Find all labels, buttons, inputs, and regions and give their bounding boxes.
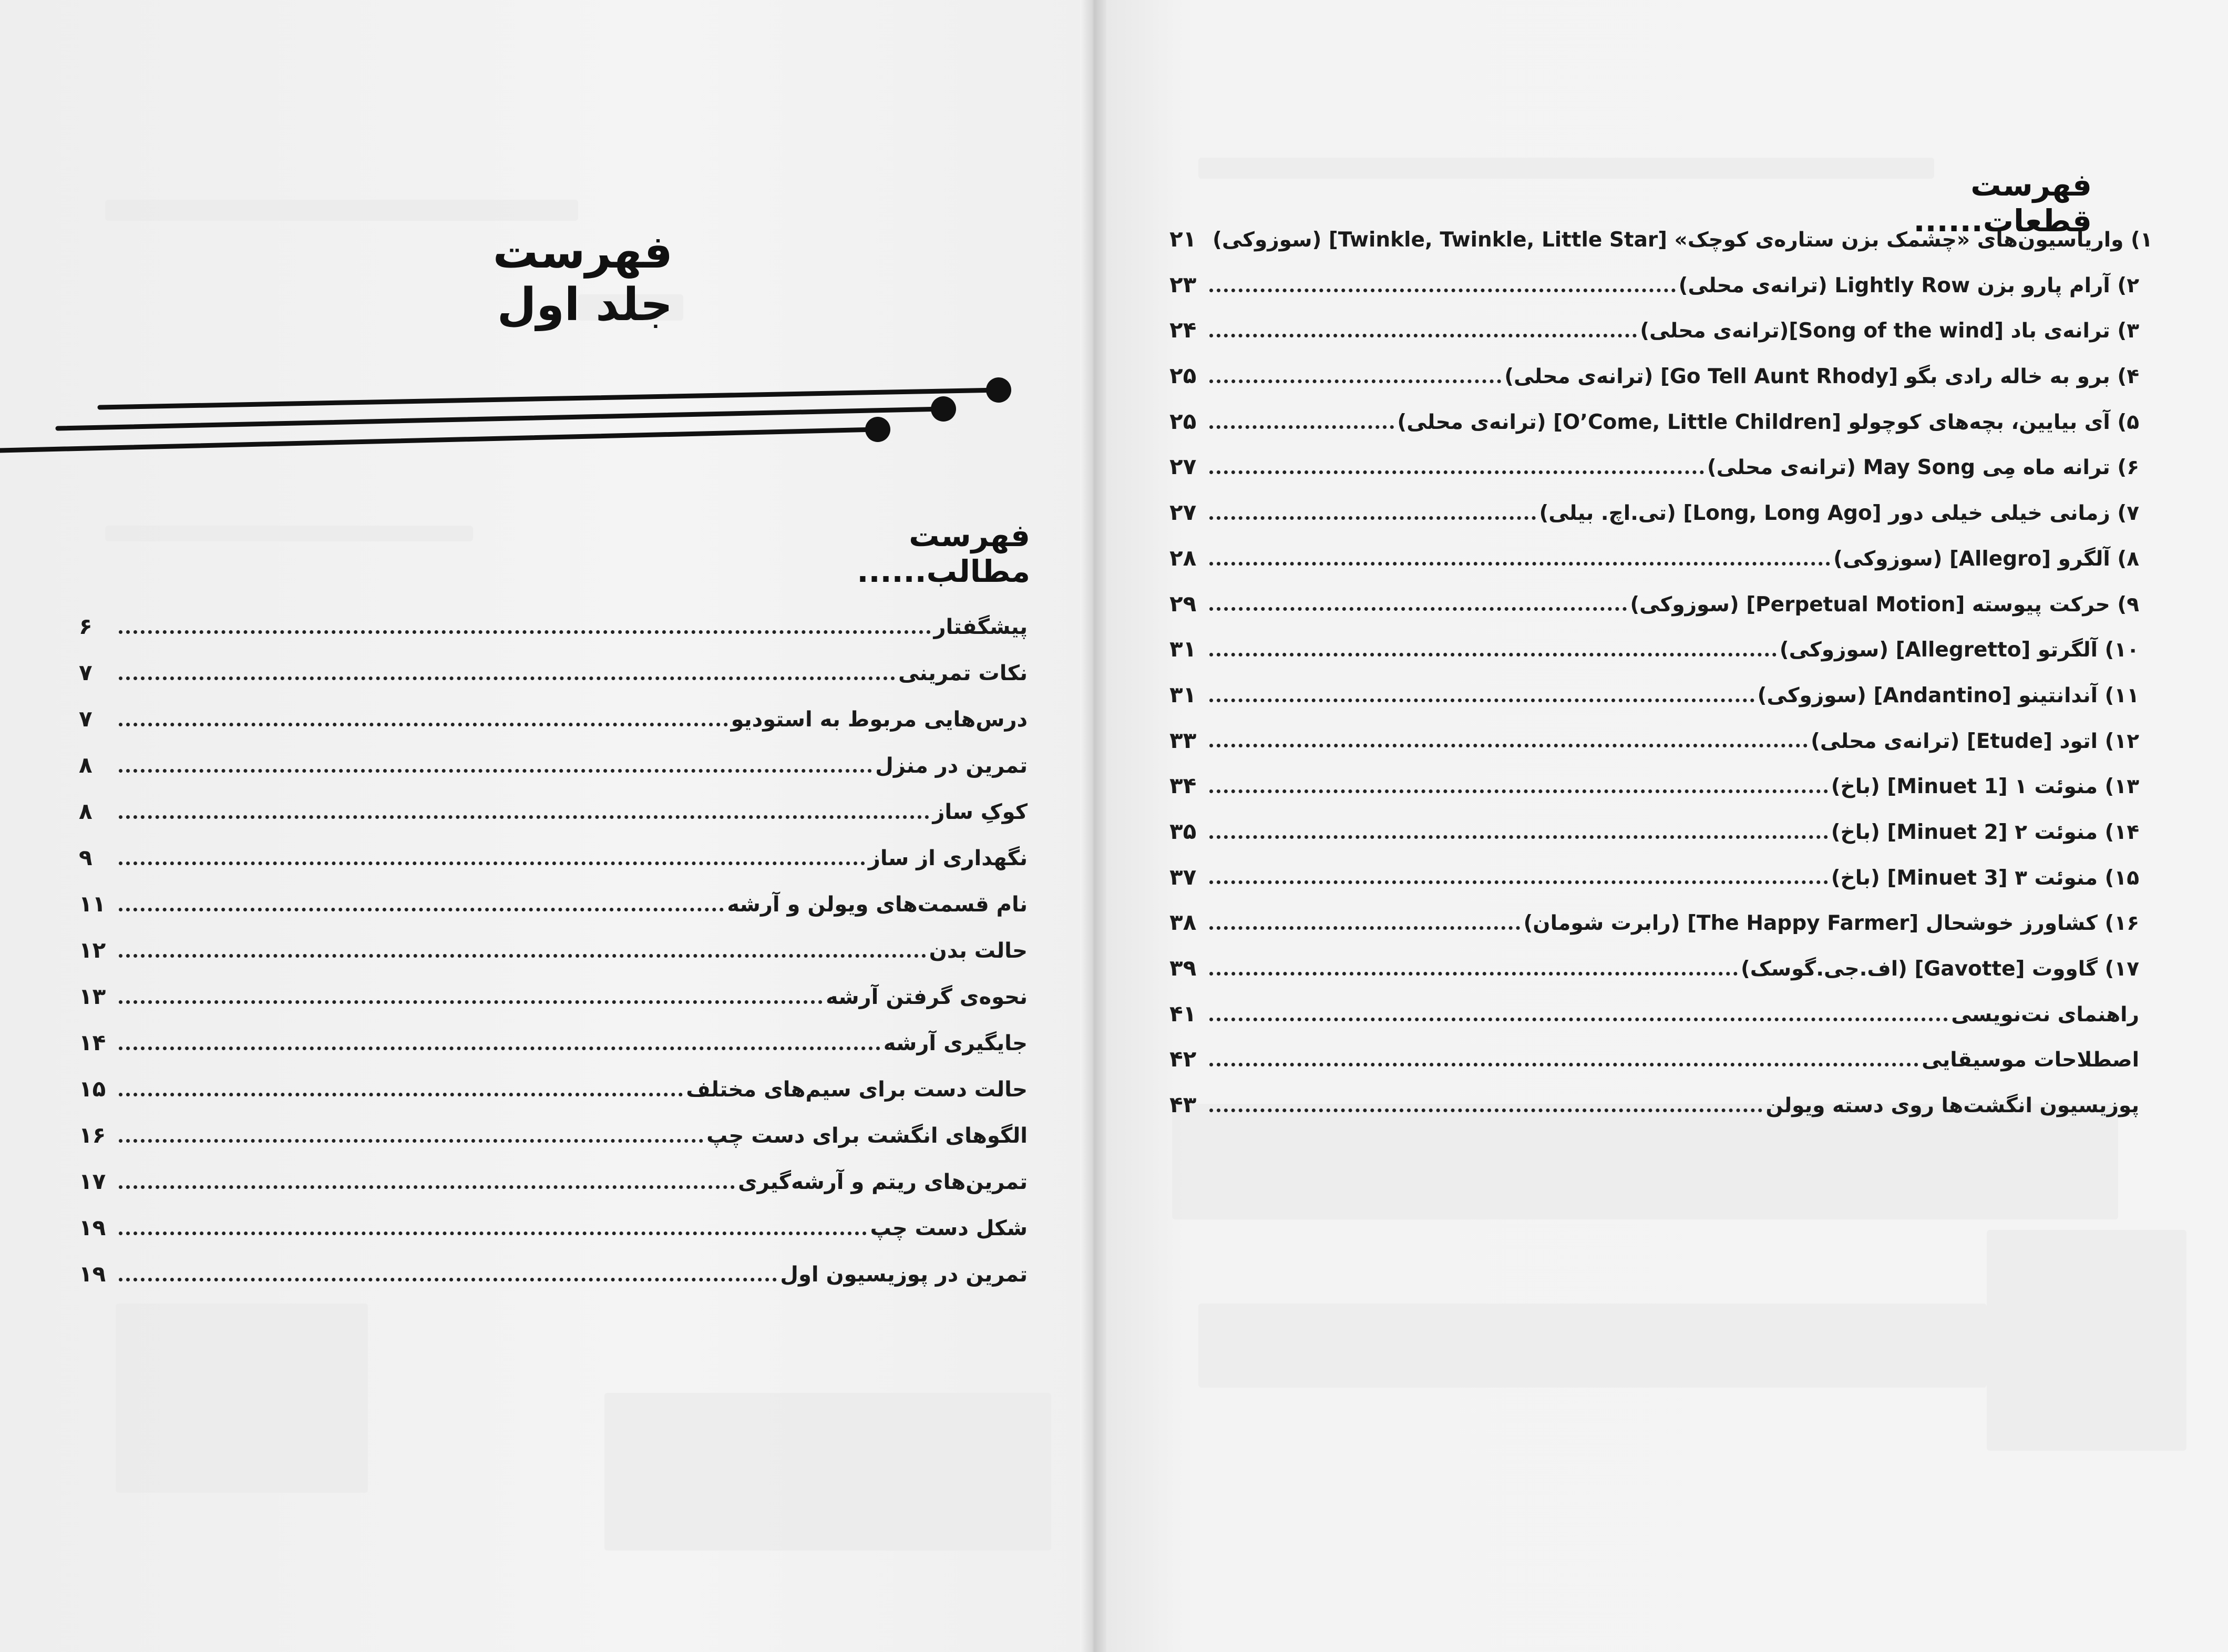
dot-leader — [1209, 744, 1808, 747]
pieces-entry: ۲) آرام پارو بزن Lightly Row (ترانه‌ی محلی) — [1678, 273, 2139, 297]
contents-entry: درس‌هایی مربوط به استودیو — [731, 707, 1028, 732]
page-number: ۳۴ — [1169, 773, 1197, 799]
pieces-heading-dots: ...... — [1913, 203, 1983, 239]
pieces-row — [1169, 262, 2139, 308]
contents-entry: تمرین در پوزیسیون اول — [780, 1263, 1028, 1287]
contents-entry: تمرین در منزل — [875, 754, 1028, 778]
page-number: ۸ — [79, 752, 93, 778]
decorative-lines — [0, 368, 1025, 473]
page-number: ۲۹ — [1169, 590, 1197, 617]
pieces-row — [1169, 1082, 2139, 1128]
dot-leader — [119, 769, 872, 773]
pieces-row — [1169, 536, 2139, 581]
pieces-row — [1169, 672, 2139, 718]
page-number: ۳۸ — [1169, 909, 1197, 936]
dot-leader — [119, 1232, 867, 1235]
pieces-entry: ۷) زمانی خیلی خیلی دور [Long, Long Ago] (تی.اچ. بیلی) — [1539, 501, 2139, 526]
dot-leader — [119, 908, 724, 911]
page-number: ۱۱ — [79, 891, 106, 917]
contents-entry: کوکِ ساز — [932, 800, 1028, 824]
page-number: ۲۵ — [1169, 363, 1197, 389]
contents-row — [79, 1066, 1028, 1112]
page-number: ۳۱ — [1169, 681, 1197, 707]
pieces-entry: ۱۷) گاووت [Gavotte] (اف.جی.گوسک) — [1740, 957, 2139, 981]
contents-heading — [736, 518, 1030, 589]
pieces-entry: اصطلاحات موسیقایی — [1922, 1048, 2139, 1072]
contents-row — [79, 881, 1028, 927]
dot-leader — [1209, 607, 1627, 611]
page-number: ۱۴ — [79, 1030, 106, 1055]
contents-entry: حالت دست برای سیم‌های مختلف — [686, 1078, 1028, 1102]
pieces-row — [1169, 900, 2139, 946]
page-number: ۲۷ — [1169, 499, 1197, 526]
dot-leader — [119, 954, 926, 958]
pieces-entry: ۵) آی بیایین، بچه‌های کوچولو [O’Come, Little Children] (ترانه‌ی محلی) — [1397, 410, 2139, 434]
pieces-row — [1169, 855, 2139, 900]
dot-leader — [1209, 379, 1501, 383]
dot-leader — [1209, 516, 1536, 520]
contents-entry: شکل دست چپ — [870, 1216, 1028, 1240]
page-number: ۷ — [79, 706, 93, 732]
pieces-entry: ۱۵) منوئت ۳ [Minuet 3] (باخ) — [1831, 866, 2139, 890]
volume-title: فهرست جلد اول — [492, 226, 673, 331]
pieces-row — [1169, 217, 2153, 262]
contents-row — [79, 1020, 1028, 1066]
dot-leader — [1209, 880, 1828, 884]
contents-row — [79, 650, 1028, 696]
pieces-entry: ۱۶) کشاورز خوشحال [The Happy Farmer] (رابرت شومان) — [1523, 911, 2139, 936]
page-number: ۲۱ — [1169, 226, 1197, 252]
page-number: ۳۹ — [1169, 955, 1197, 981]
contents-entry: پیشگفتار — [933, 615, 1028, 639]
dot-leader — [119, 861, 865, 865]
page-number: ۱۲ — [79, 937, 106, 963]
dot-leader — [119, 1278, 777, 1281]
pieces-entry: ۹) حرکت پیوسته [Perpetual Motion] (سوزوکی) — [1630, 592, 2139, 617]
page-number: ۲۴ — [1169, 317, 1197, 343]
dot-leader — [1209, 562, 1830, 566]
dot-leader — [119, 1000, 823, 1004]
pieces-entry: پوزیسیون انگشت‌ها روی دسته ویولن — [1765, 1094, 2139, 1118]
pieces-row — [1169, 353, 2139, 399]
pieces-entry: ۱۳) منوئت ۱ [Minuet 1] (باخ) — [1831, 775, 2139, 799]
dot-leader — [119, 723, 728, 726]
pieces-row — [1169, 809, 2139, 855]
page-number: ۳۵ — [1169, 818, 1197, 844]
page-number: ۱۷ — [79, 1168, 106, 1194]
contents-entry: جایگیری آرشه — [883, 1031, 1028, 1055]
page-number: ۳۳ — [1169, 727, 1197, 753]
contents-row — [79, 696, 1028, 742]
pieces-entry: ۱۱) آندانتینو [Andantino] (سوزوکی) — [1757, 683, 2139, 707]
contents-heading-dots: ...... — [857, 553, 927, 589]
pieces-row — [1169, 627, 2139, 672]
page-number: ۱۹ — [79, 1261, 106, 1287]
pieces-entry: راهنمای نت‌نویسی — [1951, 1002, 2139, 1027]
dot-leader — [1209, 1063, 1918, 1066]
contents-row — [79, 603, 1028, 650]
pieces-entry: ۱۰) آلگرتو [Allegretto] (سوزوکی) — [1779, 638, 2139, 662]
pieces-row — [1169, 946, 2139, 991]
dot-leader — [1209, 699, 1754, 702]
dot-leader — [119, 1093, 683, 1096]
pieces-entry: ۴) برو به خاله رادی بگو [Go Tell Aunt Rhody] (ترانه‌ی محلی) — [1504, 365, 2139, 389]
dot-leader — [1209, 789, 1828, 793]
page-number: ۳۱ — [1169, 636, 1197, 662]
contents-row — [79, 1112, 1028, 1158]
dot-leader — [1209, 926, 1520, 930]
dot-leader — [1209, 835, 1828, 839]
page-number: ۱۳ — [79, 983, 106, 1009]
pieces-entry: ۶) ترانه ماه مِی May Song (ترانه‌ی محلی) — [1707, 456, 2139, 480]
pieces-row — [1169, 991, 2139, 1037]
contents-row — [79, 742, 1028, 788]
dot-leader — [119, 630, 931, 634]
pieces-list — [1169, 217, 2153, 1128]
pieces-entry: ۸) آلگرو [Allegro] (سوزوکی) — [1833, 547, 2139, 571]
contents-entry: نام قسمت‌های ویولن و آرشه — [727, 892, 1028, 917]
book-spine — [1080, 0, 1106, 1652]
page-number: ۸ — [79, 798, 93, 824]
dot-leader — [119, 1139, 703, 1143]
contents-entry: تمرین‌های ریتم و آرشه‌گیری — [738, 1170, 1028, 1194]
page-number: ۲۳ — [1169, 271, 1197, 297]
dot-leader — [1209, 334, 1637, 337]
contents-row — [79, 788, 1028, 835]
contents-row — [79, 927, 1028, 973]
page-number: ۴۱ — [1169, 1000, 1197, 1027]
dot-leader — [1209, 653, 1777, 656]
page-number: ۷ — [79, 660, 93, 685]
dot-leader — [119, 1185, 735, 1189]
contents-row — [79, 835, 1028, 881]
pieces-row — [1169, 1037, 2139, 1082]
dot-leader — [119, 1046, 880, 1050]
dot-leader — [119, 676, 895, 680]
contents-entry: نکات تمرینی — [898, 661, 1028, 685]
contents-entry: نگهداری از ساز — [868, 846, 1028, 870]
page-number: ۲۷ — [1169, 454, 1197, 480]
dot-leader — [1209, 972, 1738, 976]
contents-row — [79, 1158, 1028, 1205]
pieces-row — [1169, 307, 2139, 353]
pieces-heading-text: فهرست قطعات — [1970, 167, 2092, 239]
page-number: ۹ — [79, 845, 93, 870]
page-number: ۱۶ — [79, 1122, 106, 1148]
page-number: ۴۲ — [1169, 1046, 1197, 1072]
pieces-row — [1169, 399, 2139, 445]
page-number: ۴۳ — [1169, 1092, 1197, 1118]
pieces-row — [1169, 581, 2139, 627]
page-number: ۶ — [79, 613, 93, 639]
page-number: ۱۹ — [79, 1215, 106, 1240]
contents-list — [79, 603, 1028, 1297]
pieces-row — [1169, 763, 2139, 809]
pieces-row — [1169, 444, 2139, 490]
contents-heading-text: فهرست مطالب — [909, 518, 1030, 589]
page-number: ۱۵ — [79, 1076, 106, 1102]
dot-leader — [1209, 425, 1394, 429]
contents-entry: الگوهای انگشت برای دست چپ — [706, 1124, 1028, 1148]
page-number: ۲۵ — [1169, 408, 1197, 434]
pieces-entry: ۱۴) منوئت ۲ [Minuet 2] (باخ) — [1831, 820, 2139, 844]
contents-entry: نحوه‌ی گرفتن آرشه — [825, 985, 1028, 1009]
pieces-entry: ۱۲) اتود [Etude] (ترانه‌ی محلی) — [1811, 729, 2139, 753]
pieces-row — [1169, 490, 2139, 536]
contents-row — [79, 1205, 1028, 1251]
dot-leader — [1209, 1109, 1762, 1112]
page-number: ۲۸ — [1169, 545, 1197, 571]
dot-leader — [1209, 470, 1704, 474]
contents-entry: حالت بدن — [929, 939, 1028, 963]
dot-leader — [119, 815, 929, 819]
page-number: ۳۷ — [1169, 864, 1197, 890]
pieces-row — [1169, 718, 2139, 764]
contents-row — [79, 1251, 1028, 1297]
pieces-entry: ۳) ترانه‌ی باد [Song of the wind](ترانه‌ی محلی) — [1640, 319, 2139, 343]
pieces-entry: ۱) واریاسیون‌های «چشمک بزن ستاره‌ی کوچک» [Twinkle, Twinkle, Little Star] (سوزوکی) — [1213, 228, 2153, 252]
contents-row — [79, 973, 1028, 1020]
dot-leader — [1209, 289, 1676, 292]
dot-leader — [1209, 1018, 1948, 1021]
